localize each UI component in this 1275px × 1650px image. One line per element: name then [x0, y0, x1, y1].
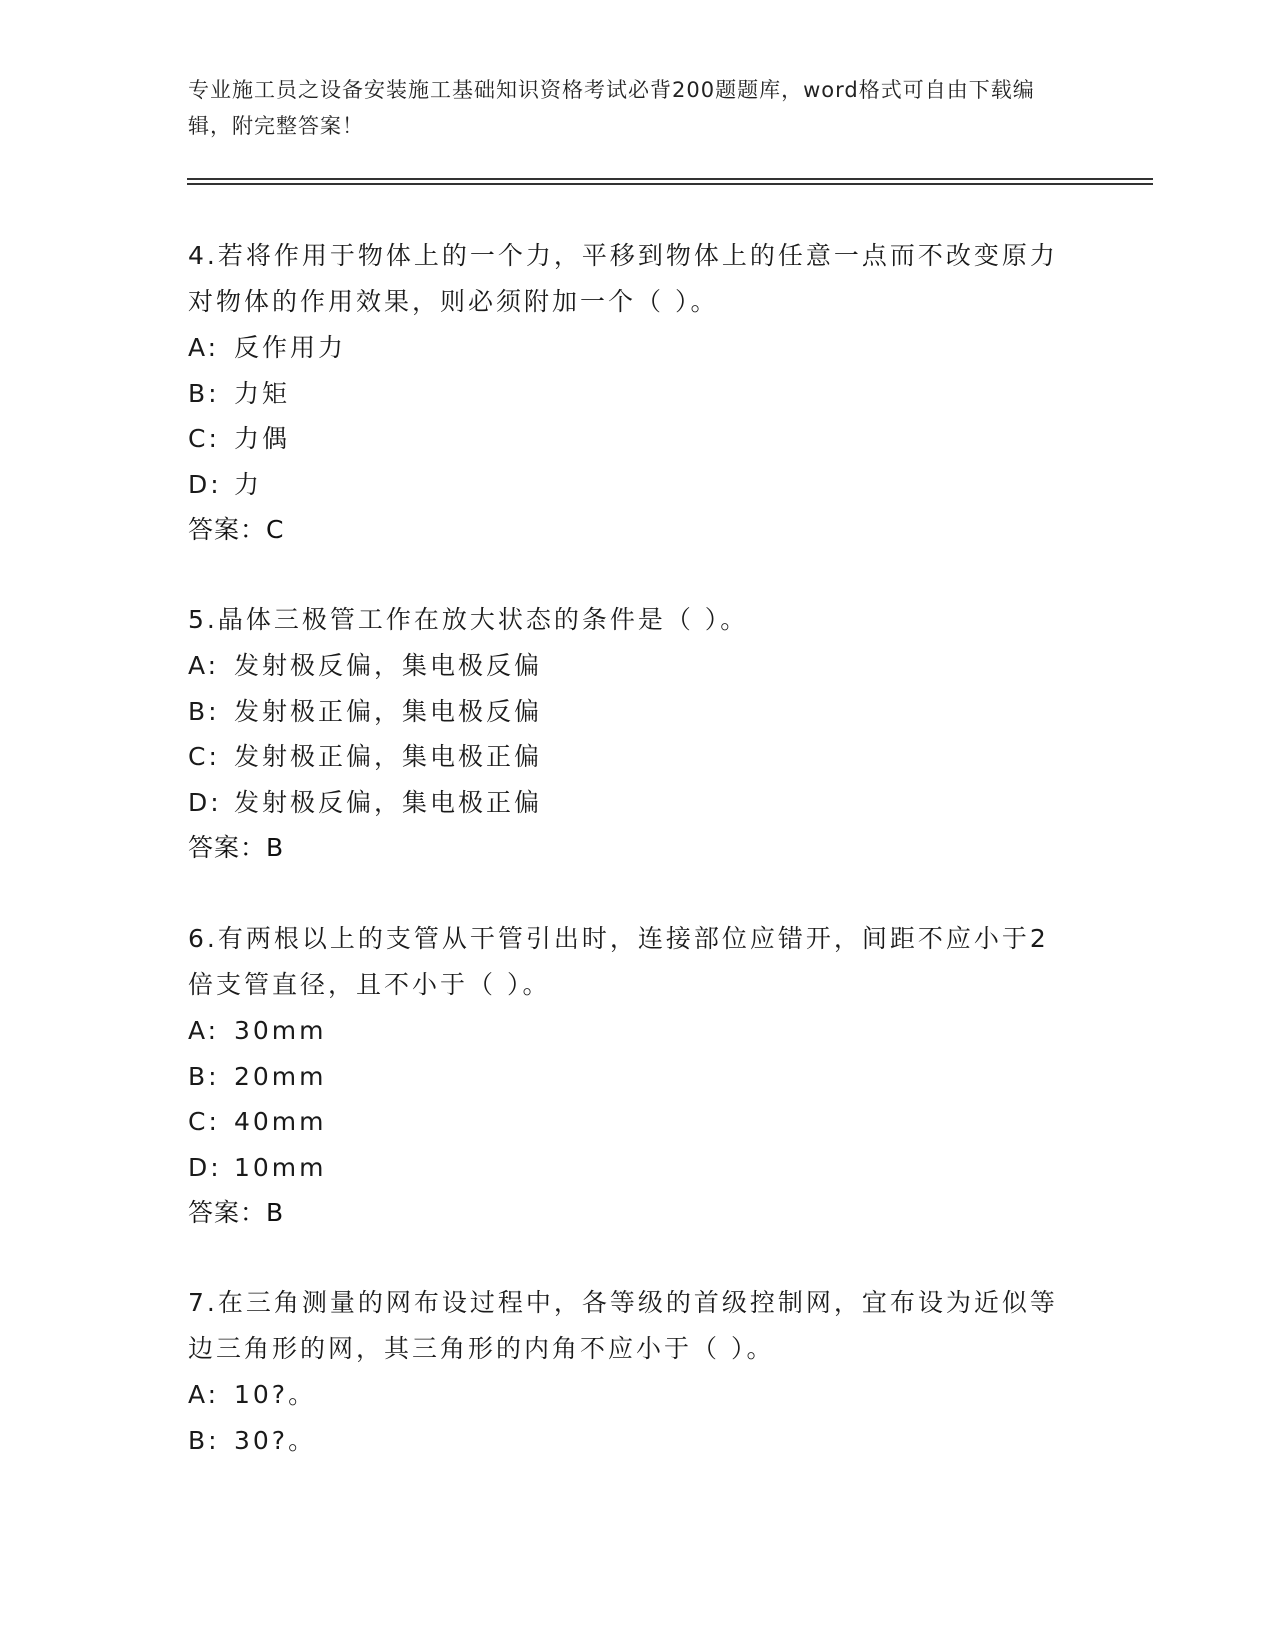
option-letter: C:: [188, 742, 220, 771]
option-text: 30?。: [234, 1425, 317, 1455]
option-d: [188, 1145, 1068, 1191]
option-list: [188, 325, 1068, 507]
option-text: 30mm: [234, 1016, 327, 1045]
option-b: [188, 371, 1068, 417]
option-list: [188, 1372, 1068, 1463]
option-text: 40mm: [234, 1107, 327, 1136]
option-letter: A:: [188, 333, 220, 362]
option-letter: D:: [188, 1152, 222, 1182]
answer-line: 答案：B: [188, 833, 285, 862]
option-text: 10mm: [234, 1152, 327, 1182]
option-letter: B:: [188, 1061, 220, 1091]
option-letter: A:: [188, 651, 220, 680]
document-header: 专业施工员之设备安装施工基础知识资格考试必背200题题库，word格式可自由下载编辑，附完整答案！: [188, 78, 1035, 138]
option-text: 20mm: [234, 1061, 327, 1091]
option-letter: B:: [188, 378, 220, 408]
header-divider-top: [187, 178, 1153, 180]
question-stem: 6.有两根以上的支管从干管引出时，连接部位应错开，间距不应小于2倍支管直径，且不小于（ ）。: [188, 924, 1049, 999]
option-letter: A:: [188, 1380, 220, 1409]
option-letter: A:: [188, 1016, 220, 1045]
option-c: [188, 1099, 1068, 1145]
option-b: [188, 1054, 1068, 1100]
option-letter: D:: [188, 787, 222, 817]
question-stem: 4.若将作用于物体上的一个力，平移到物体上的任意一点而不改变原力对物体的作用效果，则必须附加一个（ ）。: [188, 241, 1058, 316]
option-text: 发射极反偏，集电极正偏: [234, 787, 543, 817]
option-a: [188, 325, 1068, 371]
option-text: 反作用力: [234, 333, 347, 362]
option-a: [188, 1372, 1068, 1418]
option-text: 力: [234, 469, 263, 499]
option-text: 发射极正偏，集电极反偏: [234, 696, 543, 726]
header-divider-bottom: [187, 183, 1153, 185]
option-letter: B:: [188, 696, 220, 726]
option-list: [188, 643, 1068, 825]
option-d: [188, 462, 1068, 508]
option-text: 发射极反偏，集电极反偏: [234, 651, 543, 680]
option-a: [188, 643, 1068, 689]
option-text: 10?。: [234, 1380, 317, 1409]
option-letter: B:: [188, 1425, 220, 1455]
question-6: [188, 916, 1068, 1236]
option-letter: C:: [188, 1107, 220, 1136]
option-letter: D:: [188, 469, 222, 499]
question-7: [188, 1280, 1068, 1463]
option-c: [188, 416, 1068, 462]
option-c: [188, 734, 1068, 780]
option-list: [188, 1008, 1068, 1190]
option-d: [188, 780, 1068, 826]
option-b: [188, 689, 1068, 735]
answer-line: 答案：C: [188, 515, 285, 544]
question-5: [188, 597, 1068, 871]
option-text: 力偶: [234, 424, 291, 453]
question-stem: 5.晶体三极管工作在放大状态的条件是（ ）。: [188, 605, 749, 634]
option-b: [188, 1418, 1068, 1464]
answer-line: 答案：B: [188, 1198, 285, 1227]
option-text: 发射极正偏，集电极正偏: [234, 742, 543, 771]
question-4: [188, 233, 1068, 553]
option-letter: C:: [188, 424, 220, 453]
option-a: [188, 1008, 1068, 1054]
question-stem: 7.在三角测量的网布设过程中，各等级的首级控制网，宜布设为近似等边三角形的网，其三角形的内角不应小于（ ）。: [188, 1288, 1058, 1363]
option-text: 力矩: [234, 378, 291, 408]
